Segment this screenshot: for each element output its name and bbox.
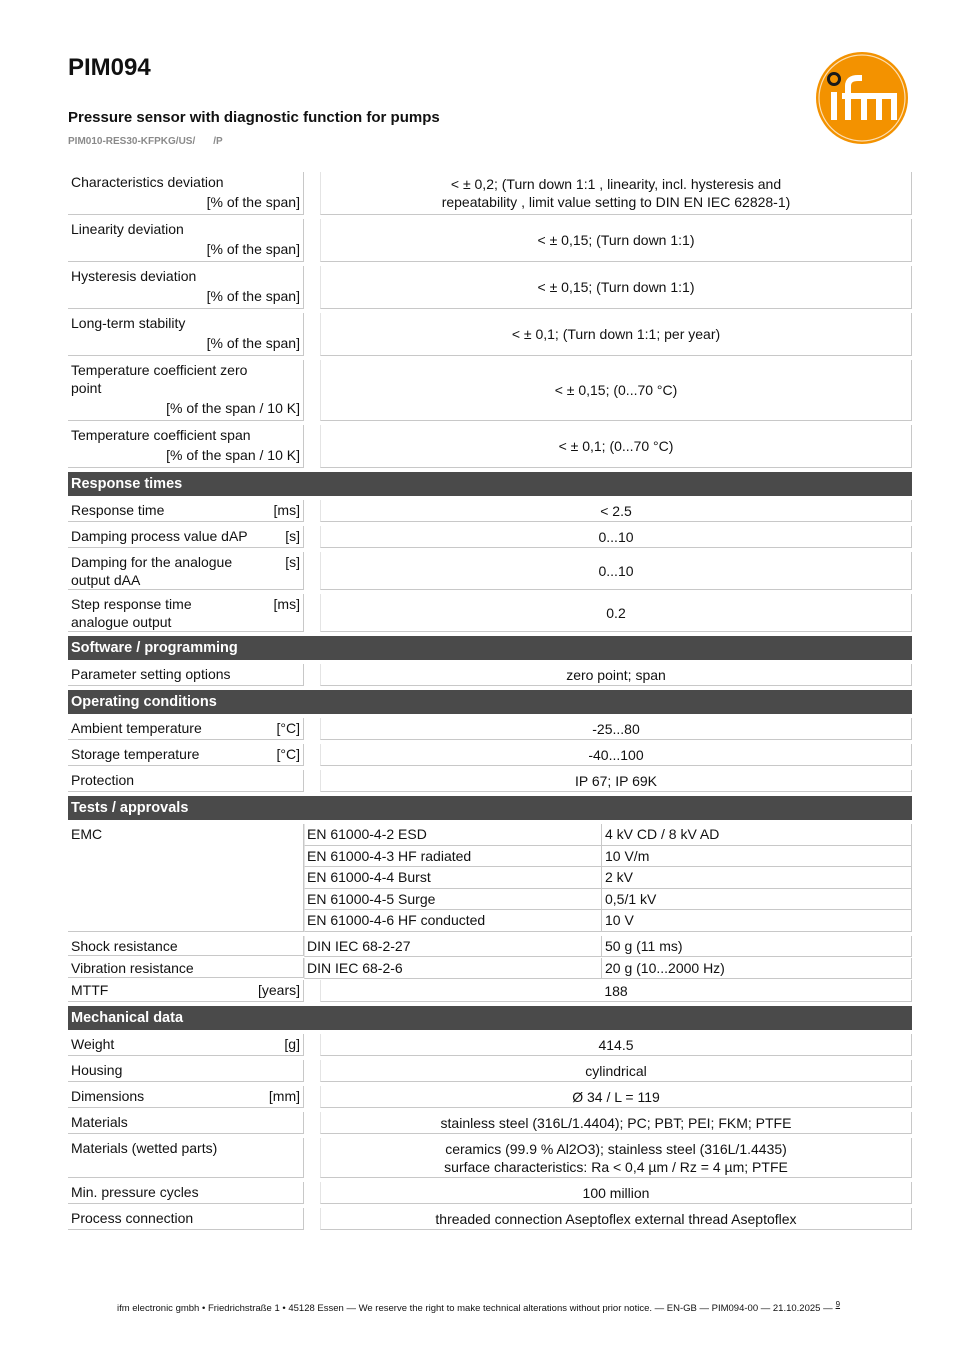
spec-value: < ± 0,2; (Turn down 1:1 , linearity, incl. hysteresis and repeatability , limit value setting to DIN EN IEC 62828-1)	[320, 172, 912, 215]
section-header-software: Software / programming	[68, 636, 912, 660]
spec-label: Housing	[68, 1060, 304, 1082]
spec-value: -40...100	[320, 744, 912, 766]
spec-label: Weight [g]	[68, 1034, 304, 1056]
spec-value: 0...10	[320, 552, 912, 590]
spec-value: IP 67; IP 69K	[320, 770, 912, 792]
spec-label: Vibration resistance	[68, 958, 304, 978]
section-header-tests-approvals: Tests / approvals	[68, 796, 912, 820]
section-header-operating-conditions: Operating conditions	[68, 690, 912, 714]
spec-table	[68, 172, 912, 1234]
emc-row: EN 61000-4-2 ESD 4 kV CD / 8 kV AD	[304, 824, 912, 846]
emc-table	[304, 824, 912, 932]
section-header-response-times: Response times	[68, 472, 912, 496]
spec-value: 0.2	[320, 594, 912, 632]
spec-label: Step response time analogue output [ms]	[68, 594, 304, 632]
spec-label: Long-term stability [% of the span]	[68, 313, 304, 356]
spec-value: Ø 34 / L = 119	[320, 1086, 912, 1108]
spec-value: 100 million	[320, 1182, 912, 1204]
emc-row: EN 61000-4-3 HF radiated 10 V/m	[304, 846, 912, 868]
spec-label: Temperature coefficient zero point [% of the span / 10 K]	[68, 360, 304, 421]
emc-row: EN 61000-4-6 HF conducted 10 V	[304, 910, 912, 932]
spec-label: Dimensions [mm]	[68, 1086, 304, 1108]
spec-label: Temperature coefficient span [% of the span / 10 K]	[68, 425, 304, 468]
shock-row: DIN IEC 68-2-27 50 g (11 ms)	[304, 936, 912, 957]
spec-label: Parameter setting options	[68, 664, 304, 686]
vibration-row: DIN IEC 68-2-6 20 g (10...2000 Hz)	[304, 958, 912, 979]
spec-label: Process connection	[68, 1208, 304, 1230]
emc-row: EN 61000-4-5 Surge 0,5/1 kV	[304, 889, 912, 911]
section-header-mechanical-data: Mechanical data	[68, 1006, 912, 1030]
spec-value: -25...80	[320, 718, 912, 740]
page-subtitle: Pressure sensor with diagnostic function for pumps	[68, 109, 440, 126]
footer-text: ifm electronic gmbh • Friedrichstraße 1 • 45128 Essen — We reserve the right to make technical alterations without prior notice. — EN-GB — PIM094-00 — 21.10.2025 —	[116, 1303, 833, 1315]
spec-value: < ± 0,1; (Turn down 1:1; per year)	[320, 313, 912, 356]
spec-value: stainless steel (316L/1.4404); PC; PBT; PEI; FKM; PTFE	[320, 1112, 912, 1134]
ifm-logo	[814, 50, 910, 146]
spec-label-emc: EMC	[68, 824, 304, 932]
spec-label: Materials	[68, 1112, 304, 1134]
page-title: PIM094	[68, 54, 151, 81]
spec-value: < ± 0,15; (0...70 °C)	[320, 360, 912, 421]
spec-value: 188	[320, 980, 912, 1002]
page-number-link[interactable]: 9	[835, 1300, 841, 1309]
spec-label: Protection	[68, 770, 304, 792]
spec-label: Materials (wetted parts)	[68, 1138, 304, 1178]
emc-row: EN 61000-4-4 Burst 2 kV	[304, 867, 912, 889]
spec-label: MTTF [years]	[68, 980, 304, 1002]
spec-label: Linearity deviation [% of the span]	[68, 219, 304, 262]
spec-value: 0...10	[320, 526, 912, 548]
article-code-main: PIM010-RES30-KFPKG/US/	[68, 136, 196, 147]
spec-value: < ± 0,15; (Turn down 1:1)	[320, 266, 912, 309]
spec-label: Ambient temperature [°C]	[68, 718, 304, 740]
article-code-suffix: /P	[213, 136, 223, 147]
spec-value: < 2.5	[320, 500, 912, 522]
spec-value: cylindrical	[320, 1060, 912, 1082]
spec-value: ceramics (99.9 % Al2O3); stainless steel (316L/1.4435) surface characteristics: Ra < 0,4 µm / Rz = 4 µm; PTFE	[320, 1138, 912, 1178]
spec-value: < ± 0,15; (Turn down 1:1)	[320, 219, 912, 262]
spec-label: Damping process value dAP [s]	[68, 526, 304, 548]
spec-value: < ± 0,1; (0...70 °C)	[320, 425, 912, 468]
spec-label: Shock resistance	[68, 936, 304, 956]
spec-label: Min. pressure cycles	[68, 1182, 304, 1204]
spec-label: Characteristics deviation [% of the span]	[68, 172, 304, 215]
article-code	[68, 136, 223, 147]
spec-label: Damping for the analogue output dAA [s]	[68, 552, 304, 590]
spec-label: Hysteresis deviation [% of the span]	[68, 266, 304, 309]
spec-label: Storage temperature [°C]	[68, 744, 304, 766]
spec-value: threaded connection Aseptoflex external thread Aseptoflex	[320, 1208, 912, 1230]
spec-value: 414.5	[320, 1034, 912, 1056]
page-footer	[0, 1300, 957, 1314]
spec-value: zero point; span	[320, 664, 912, 686]
spec-label: Response time [ms]	[68, 500, 304, 522]
